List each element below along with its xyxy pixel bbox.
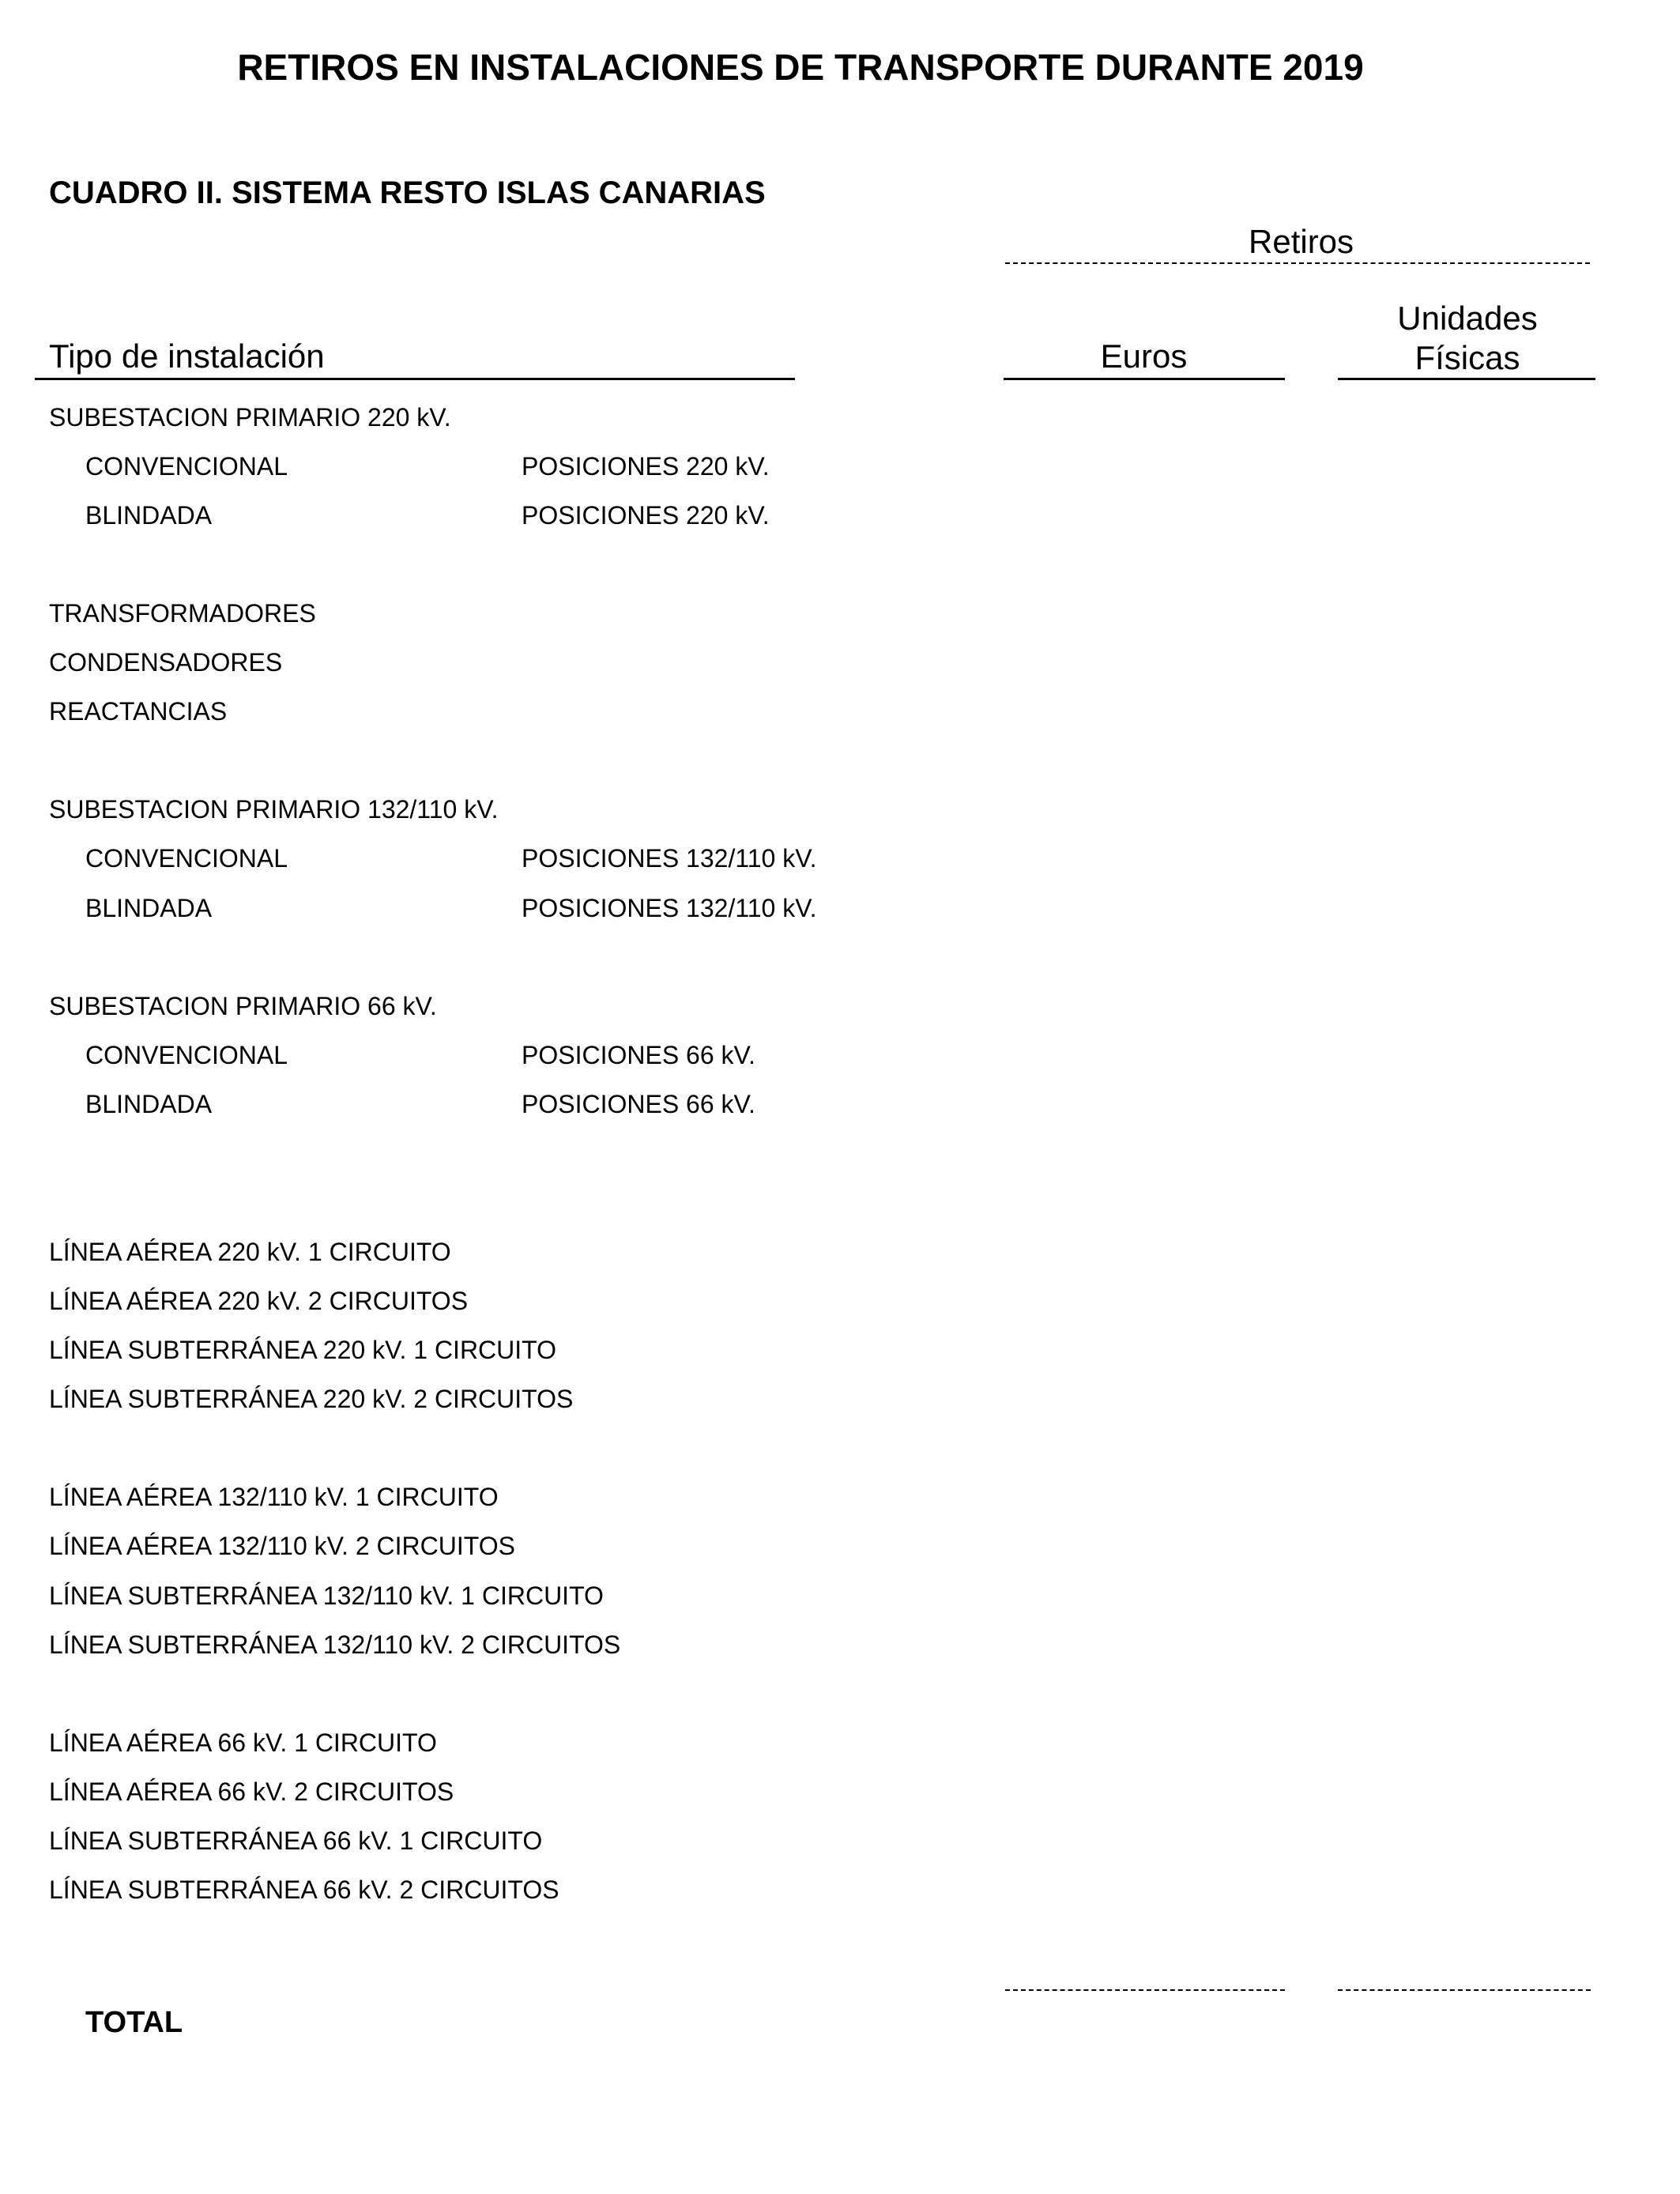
total-dashed-line-unidades xyxy=(1338,1989,1591,1991)
row-condensadores: CONDENSADORES xyxy=(49,648,283,677)
total-label: TOTAL xyxy=(85,2006,183,2039)
column-header-unidades-line1: Unidades xyxy=(1397,300,1538,337)
row-blindada-132: BLINDADA xyxy=(85,894,213,922)
row-linea-aerea-66-2: LÍNEA AÉREA 66 kV. 2 CIRCUITOS xyxy=(49,1777,454,1806)
row-posiciones-conv-66: POSICIONES 66 kV. xyxy=(522,1041,755,1069)
row-linea-aerea-220-1: LÍNEA AÉREA 220 kV. 1 CIRCUITO xyxy=(49,1238,451,1266)
row-subestacion-220: SUBESTACION PRIMARIO 220 kV. xyxy=(49,403,451,432)
row-linea-aerea-132-2: LÍNEA AÉREA 132/110 kV. 2 CIRCUITOS xyxy=(49,1532,515,1560)
row-linea-aerea-132-1: LÍNEA AÉREA 132/110 kV. 1 CIRCUITO xyxy=(49,1483,499,1511)
row-linea-subterranea-66-1: LÍNEA SUBTERRÁNEA 66 kV. 1 CIRCUITO xyxy=(49,1826,543,1855)
group-header-dashed-line xyxy=(1005,262,1590,264)
row-convencional-66: CONVENCIONAL xyxy=(85,1041,288,1069)
group-header-retiros: Retiros xyxy=(1249,223,1354,260)
row-linea-subterranea-220-1: LÍNEA SUBTERRÁNEA 220 kV. 1 CIRCUITO xyxy=(49,1336,557,1364)
row-posiciones-conv-220: POSICIONES 220 kV. xyxy=(522,452,770,481)
column-header-euros: Euros xyxy=(1100,337,1188,375)
header-rule-unidades xyxy=(1338,378,1595,380)
row-linea-aerea-66-1: LÍNEA AÉREA 66 kV. 1 CIRCUITO xyxy=(49,1728,437,1757)
row-reactancias: REACTANCIAS xyxy=(49,697,228,726)
column-header-tipo: Tipo de instalación xyxy=(49,337,325,375)
row-posiciones-blind-220: POSICIONES 220 kV. xyxy=(522,501,770,530)
header-rule-euros xyxy=(1004,378,1285,380)
column-header-unidades-fisicas xyxy=(1337,299,1598,378)
row-subestacion-66: SUBESTACION PRIMARIO 66 kV. xyxy=(49,992,437,1020)
total-dashed-line-euros xyxy=(1005,1989,1285,1991)
row-posiciones-blind-66: POSICIONES 66 kV. xyxy=(522,1090,755,1118)
row-blindada-220: BLINDADA xyxy=(85,501,213,530)
row-linea-subterranea-66-2: LÍNEA SUBTERRÁNEA 66 kV. 2 CIRCUITOS xyxy=(49,1875,559,1904)
table-subtitle: CUADRO II. SISTEMA RESTO ISLAS CANARIAS xyxy=(49,175,766,210)
header-rule-tipo xyxy=(35,378,795,380)
row-posiciones-blind-132: POSICIONES 132/110 kV. xyxy=(522,894,817,922)
row-linea-subterranea-220-2: LÍNEA SUBTERRÁNEA 220 kV. 2 CIRCUITOS xyxy=(49,1385,574,1413)
row-posiciones-conv-132: POSICIONES 132/110 kV. xyxy=(522,844,817,873)
row-linea-subterranea-132-1: LÍNEA SUBTERRÁNEA 132/110 kV. 1 CIRCUITO xyxy=(49,1581,604,1610)
row-linea-aerea-220-2: LÍNEA AÉREA 220 kV. 2 CIRCUITOS xyxy=(49,1287,469,1315)
row-linea-subterranea-132-2: LÍNEA SUBTERRÁNEA 132/110 kV. 2 CIRCUITOS xyxy=(49,1630,621,1659)
row-transformadores: TRANSFORMADORES xyxy=(49,599,316,628)
row-subestacion-132: SUBESTACION PRIMARIO 132/110 kV. xyxy=(49,795,499,824)
row-convencional-132: CONVENCIONAL xyxy=(85,844,288,873)
column-header-unidades-line2: Físicas xyxy=(1414,339,1520,376)
row-convencional-220: CONVENCIONAL xyxy=(85,452,288,481)
row-blindada-66: BLINDADA xyxy=(85,1090,213,1118)
document-title: RETIROS EN INSTALACIONES DE TRANSPORTE DURANTE 2019 xyxy=(237,47,1364,88)
